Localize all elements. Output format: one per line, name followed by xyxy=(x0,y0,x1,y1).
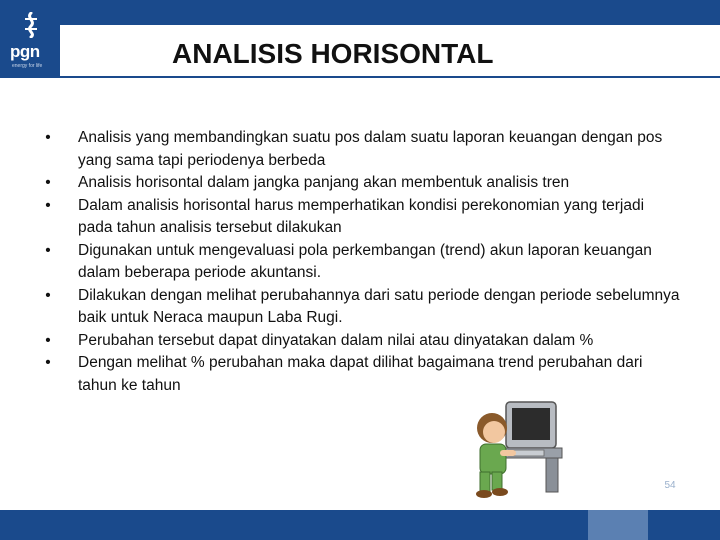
slide-title: ANALISIS HORISONTAL xyxy=(172,38,494,69)
list-item xyxy=(42,127,682,172)
title-underline xyxy=(60,76,720,78)
bullet-text: Perubahan tersebut dapat dinyatakan dalam nilai atau dinyatakan dalam % xyxy=(78,331,594,349)
bullet-marker: • xyxy=(45,354,51,371)
bullet-text: Dalam analisis horisontal harus memperhatikan kondisi perekonomian yang terjadi pada tahun analisis tersebut dilakukan xyxy=(78,196,645,236)
bullet-marker: • xyxy=(45,331,51,349)
list-item xyxy=(42,172,682,195)
list-item xyxy=(42,330,682,353)
bullet-text: Dilakukan dengan melihat perubahannya dari satu periode dengan periode sebelumnya baik untuk Neraca maupun Laba Rugi. xyxy=(78,286,680,326)
child-at-computer-illustration xyxy=(470,392,570,502)
list-item xyxy=(42,195,682,240)
bullet-marker: • xyxy=(45,129,51,146)
bullet-list xyxy=(42,127,682,397)
list-item xyxy=(42,240,682,285)
bullet-marker: • xyxy=(45,241,51,259)
logo-tagline: energy for life xyxy=(12,63,43,69)
list-item xyxy=(42,352,682,397)
list-item xyxy=(42,285,682,330)
pgn-flame-icon xyxy=(22,12,40,38)
bullet-marker: • xyxy=(45,196,51,214)
logo-brand-text: pgn xyxy=(10,42,40,61)
bullet-marker: • xyxy=(45,286,51,304)
bullet-text: Analisis yang membandingkan suatu pos dalam suatu laporan keuangan dengan pos yang sama tapi periodenya berbeda xyxy=(78,129,663,169)
bullet-text: Analisis horisontal dalam jangka panjang akan membentuk analisis tren xyxy=(78,174,570,191)
brand-logo xyxy=(0,0,60,78)
bullet-marker: • xyxy=(45,174,51,191)
page-number: 54 xyxy=(664,480,676,491)
footer-accent-block xyxy=(588,510,648,540)
bullet-text: Digunakan untuk mengevaluasi pola perkembangan (trend) akun laporan keuangan dalam beberapa periode akuntansi. xyxy=(78,241,652,281)
bullet-text: Dengan melihat % perubahan maka dapat dilihat bagaimana trend perubahan dari tahun ke tahun xyxy=(78,354,643,394)
